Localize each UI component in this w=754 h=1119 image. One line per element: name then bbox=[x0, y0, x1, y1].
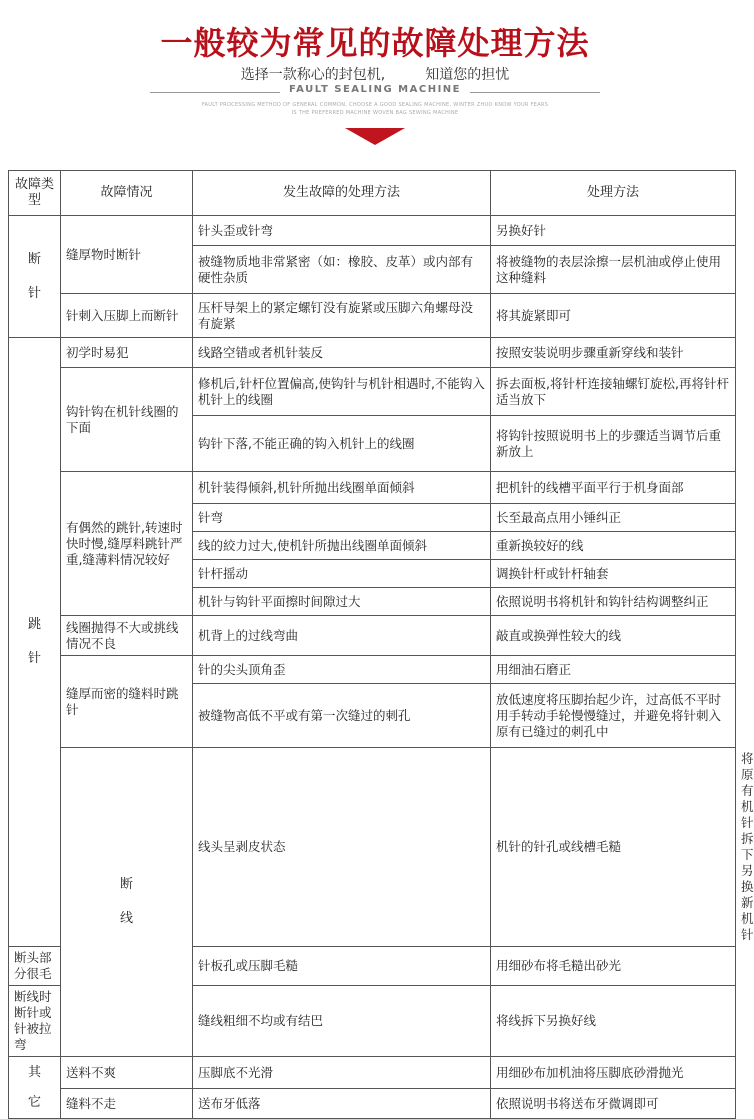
fix-cell: 用细砂布加机油将压脚底砂滑抛光 bbox=[491, 1057, 736, 1089]
fault-table bbox=[8, 170, 754, 1119]
situation-cell: 钩针钩在机针线圈的下面 bbox=[61, 368, 193, 472]
fine-print-1: FAULT PROCESSING METHOD OF GENERAL COMMON, CHOOSE A GOOD SEALING MACHINE, WINTER ZHUO KNOW YOUR FEARS bbox=[201, 102, 549, 108]
cause-cell: 机针的针孔或线槽毛糙 bbox=[491, 748, 736, 947]
situation-cell: 针刺入压脚上而断针 bbox=[61, 294, 193, 338]
header-solution: 处理方法 bbox=[491, 171, 736, 216]
cause-cell: 针杆摇动 bbox=[193, 560, 491, 588]
cause-cell: 压脚底不光滑 bbox=[193, 1057, 491, 1089]
category-char: 线 bbox=[119, 911, 133, 926]
header-cause: 发生故障的处理方法 bbox=[193, 171, 491, 216]
table-row bbox=[9, 656, 736, 684]
cause-cell: 被缝物高低不平或有第一次缝过的刺孔 bbox=[193, 684, 491, 748]
category-other bbox=[9, 1057, 61, 1119]
table-row bbox=[9, 472, 736, 504]
situation-cell: 缝厚而密的缝料时跳针 bbox=[61, 656, 193, 748]
down-arrow-icon bbox=[345, 128, 405, 145]
page-header bbox=[0, 0, 750, 160]
fix-cell: 按照安装说明步骤重新穿线和装针 bbox=[491, 338, 736, 368]
fix-cell: 敲直或换弹性较大的线 bbox=[491, 616, 736, 656]
fix-cell: 另换好针 bbox=[491, 216, 736, 246]
fix-cell: 用细砂布将毛糙出砂光 bbox=[491, 947, 736, 986]
table-row bbox=[9, 368, 736, 416]
fix-cell: 放低速度将压脚抬起少许，过高低不平时用手转动手轮慢慢缝过，并避免将针刺入原有已缝过的刺孔中 bbox=[491, 684, 736, 748]
fix-cell: 依照说明书将机针和钩针结构调整纠正 bbox=[491, 588, 736, 616]
situation-cell: 断线时断针或针被拉弯 bbox=[9, 986, 61, 1057]
fix-cell: 将钩针按照说明书上的步骤适当调节后重新放上 bbox=[491, 416, 736, 472]
category-char: 跳 bbox=[27, 617, 41, 632]
category-broken-thread bbox=[61, 748, 193, 1057]
situation-cell: 断头部分很毛 bbox=[9, 947, 61, 986]
english-title-line bbox=[150, 84, 600, 100]
header-fault-type: 故障类型 bbox=[9, 171, 61, 216]
cause-cell: 线路空错或者机针装反 bbox=[193, 338, 491, 368]
fix-cell: 将被缝物的表层涂擦一层机油或停止使用这种缝料 bbox=[491, 246, 736, 294]
category-char: 针 bbox=[27, 651, 41, 666]
english-title: FAULT SEALING MACHINE bbox=[289, 84, 461, 95]
cause-cell: 针弯 bbox=[193, 504, 491, 532]
cause-cell: 被缝物质地非常紧密（如：橡胶、皮革）或内部有硬性杂质 bbox=[193, 246, 491, 294]
category-char: 针 bbox=[27, 285, 41, 301]
cause-cell: 机背上的过线弯曲 bbox=[193, 616, 491, 656]
category-char: 它 bbox=[27, 1094, 41, 1110]
divider-right bbox=[470, 92, 600, 93]
cause-cell: 线的絞力过大,使机针所抛出线圈单面倾斜 bbox=[193, 532, 491, 560]
cause-cell: 针的尖头顶角歪 bbox=[193, 656, 491, 684]
situation-cell: 有偶然的跳针,转速时快时慢,缝厚料跳针严重,缝薄料情况较好 bbox=[61, 472, 193, 616]
table-row bbox=[9, 1057, 736, 1089]
fix-cell: 依照说明书将送布牙微调即可 bbox=[491, 1089, 736, 1119]
situation-cell: 送料不爽 bbox=[61, 1057, 193, 1089]
cause-cell: 机针与钩针平面擦时间隙过大 bbox=[193, 588, 491, 616]
fix-cell: 将线拆下另换好线 bbox=[491, 986, 736, 1057]
cause-cell: 送布牙低落 bbox=[193, 1089, 491, 1119]
fix-cell: 用细油石磨正 bbox=[491, 656, 736, 684]
fix-cell: 将其旋紧即可 bbox=[491, 294, 736, 338]
fix-cell: 拆去面板,将针杆连接轴螺钉旋松,再将针杆适当放下 bbox=[491, 368, 736, 416]
page-subtitle bbox=[0, 64, 750, 84]
situation-cell: 缝厚物时断针 bbox=[61, 216, 193, 294]
category-char: 断 bbox=[27, 251, 41, 267]
category-broken-needle bbox=[9, 216, 61, 338]
category-char: 断 bbox=[119, 877, 133, 892]
subtitle-left: 选择一款称心的封包机, bbox=[240, 67, 386, 83]
table-header-row bbox=[9, 171, 736, 216]
table-row bbox=[9, 1089, 736, 1119]
situation-cell: 初学时易犯 bbox=[61, 338, 193, 368]
page-title: 一般较为常见的故障处理方法 bbox=[160, 24, 590, 62]
cause-cell: 针头歪或针弯 bbox=[193, 216, 491, 246]
subtitle-right: 知道您的担忧 bbox=[425, 67, 510, 83]
table-row: 断 线 线头呈剥皮状态 机针的针孔或线槽毛糙 将原有机针拆下另换新机针 bbox=[9, 748, 736, 947]
fix-cell: 调换针杆或针杆轴套 bbox=[491, 560, 736, 588]
cause-cell: 钩针下落,不能正确的钩入机针上的线圈 bbox=[193, 416, 491, 472]
cause-cell: 压杆导架上的紧定螺钉没有旋紧或压脚六角螺母没有旋紧 bbox=[193, 294, 491, 338]
cause-cell: 修机后,针杆位置偏高,使钩针与机针相遇时,不能钩入机针上的线圈 bbox=[193, 368, 491, 416]
fix-cell: 重新换较好的线 bbox=[491, 532, 736, 560]
header-fault-situation: 故障情况 bbox=[61, 171, 193, 216]
category-skipped-stitch bbox=[9, 338, 61, 947]
situation-cell: 线头呈剥皮状态 bbox=[193, 748, 491, 947]
table-row bbox=[9, 294, 736, 338]
situation-cell: 线圈抛得不大或挑线情况不良 bbox=[61, 616, 193, 656]
fix-cell: 把机针的线槽平面平行于机身面部 bbox=[491, 472, 736, 504]
cause-cell: 机针装得倾斜,机针所抛出线圈单面倾斜 bbox=[193, 472, 491, 504]
situation-cell: 缝料不走 bbox=[61, 1089, 193, 1119]
cause-cell: 缝线粗细不均或有结巴 bbox=[193, 986, 491, 1057]
fine-print-2: IS THE PREFERRED MACHINE WOVEN BAG SEWING MACHINE bbox=[291, 110, 459, 116]
cause-cell: 针板孔或压脚毛糙 bbox=[193, 947, 491, 986]
category-char: 其 bbox=[27, 1064, 41, 1080]
table-row bbox=[9, 616, 736, 656]
fix-cell: 长至最高点用小锤纠正 bbox=[491, 504, 736, 532]
table-row bbox=[9, 216, 736, 246]
table-row bbox=[9, 338, 736, 368]
